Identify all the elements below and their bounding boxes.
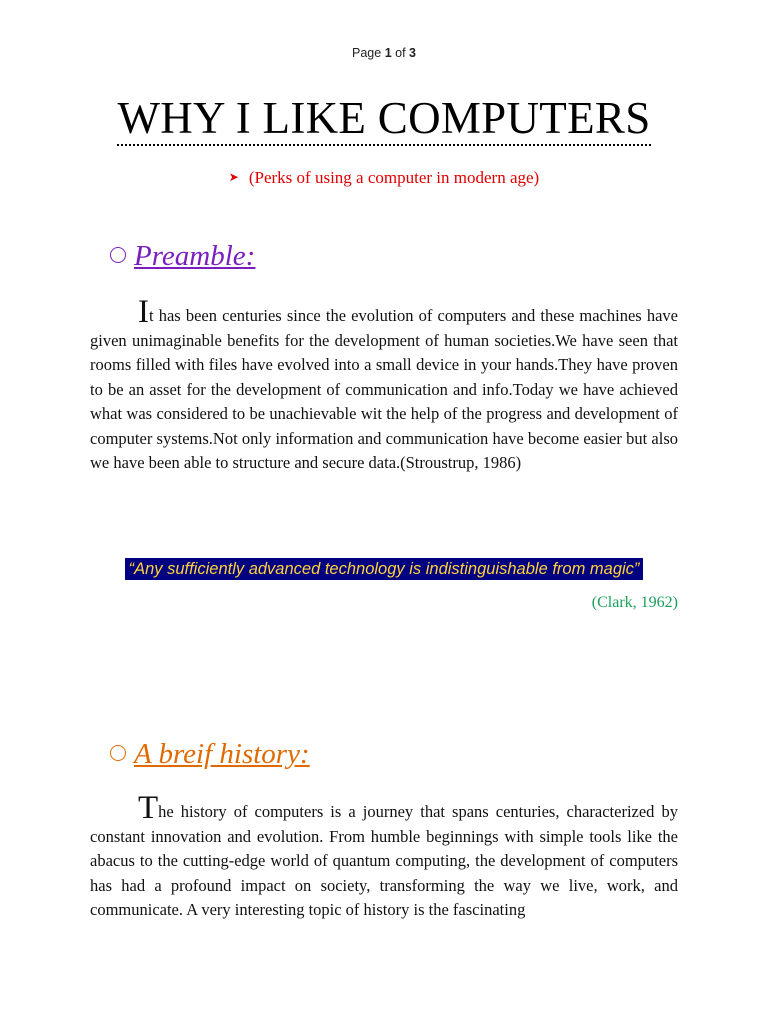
section-heading-preamble: Preamble: xyxy=(110,240,255,273)
drop-cap: T xyxy=(138,790,159,826)
page-number: Page 1 of 3 xyxy=(352,46,416,60)
drop-cap: I xyxy=(138,294,149,330)
document-title: WHY I LIKE COMPUTERS xyxy=(0,92,768,144)
preamble-paragraph: It has been centuries since the evolution of computers and these machines have given unimaginable benefits for the development of human societies.We have seen that rooms filled with files have evolved into a small device in your hands.They have proven to be an asset for the development of communication and info.Today we have achieved what was considered to be unachievable wit the help of the progress and development of computer systems.Not only information and communication have become easier but also we have been able to structure and secure data.(Stroustrup, 1986) xyxy=(90,294,678,472)
total-page-number: 3 xyxy=(409,46,416,60)
highlighted-quote: “Any sufficiently advanced technology is indistinguishable from magic” xyxy=(125,558,644,580)
circle-bullet-icon xyxy=(110,247,126,263)
quote-citation: (Clark, 1962) xyxy=(591,594,678,611)
current-page-number: 1 xyxy=(384,46,392,60)
circle-bullet-icon xyxy=(110,745,126,761)
document-subtitle: ➤ (Perks of using a computer in modern age) xyxy=(228,168,540,187)
quote-block xyxy=(110,558,658,580)
history-paragraph: The history of computers is a journey that spans centuries, characterized by constant innovation and evolution. From humble beginnings with simple tools like the abacus to the cutting-edge world of quantum computing, the development of computers has had a profound impact on society, transforming the way we live, work, and communicate. A very interesting topic of history is the fascinating xyxy=(90,790,678,919)
section-heading-history: A breif history: xyxy=(110,738,310,771)
arrow-bullet-icon: ➤ xyxy=(228,170,239,184)
